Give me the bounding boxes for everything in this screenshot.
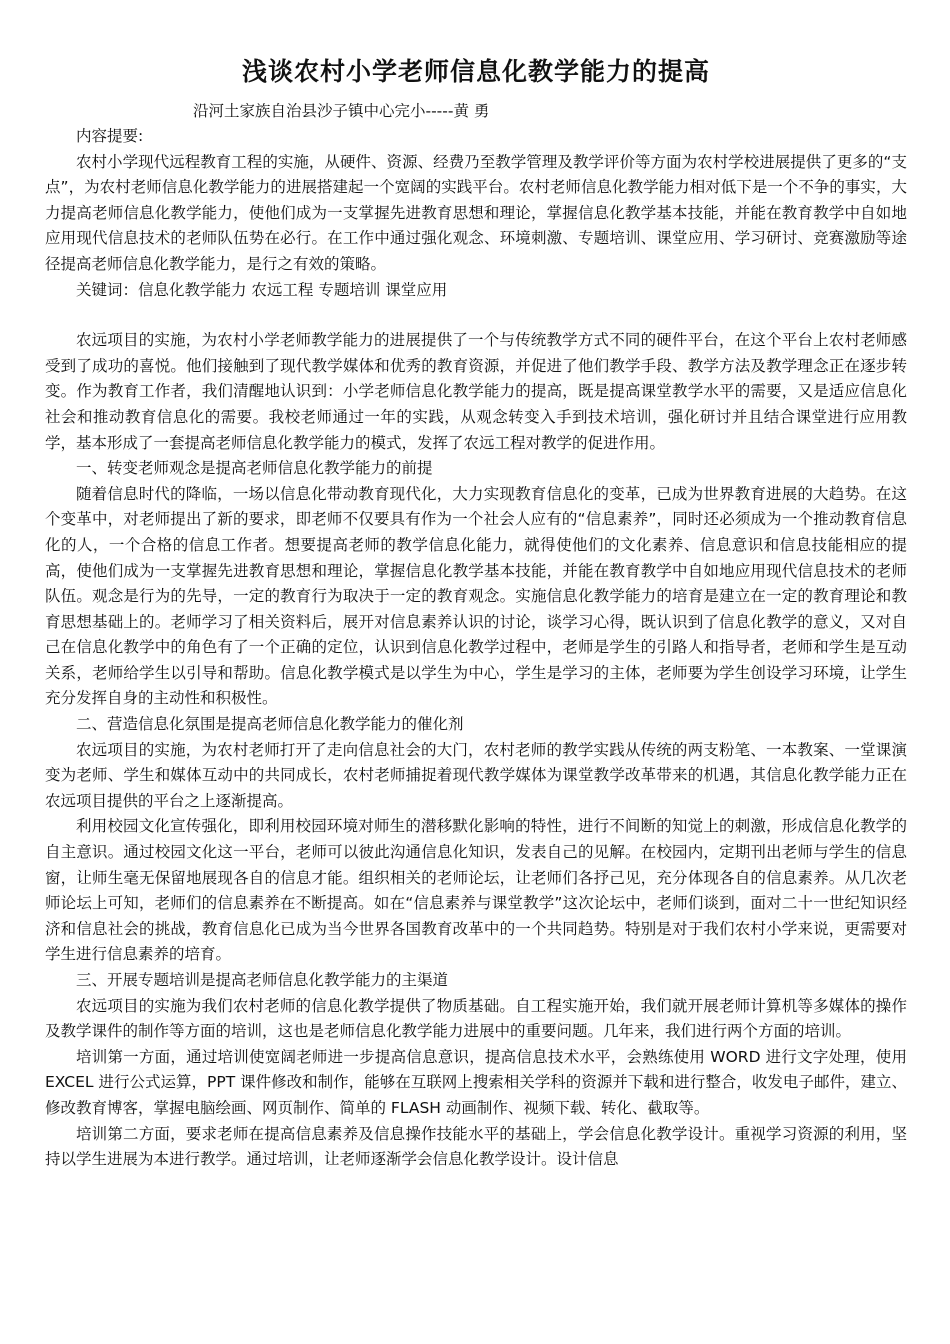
section-1-paragraph-1: 随着信息时代的降临，一场以信息化带动教育现代化，大力实现教育信息化的变革，已成为世界教育进展的大趋势。在这个变革中，对老师提出了新的要求，即老师不仅要具有作为一个社会人应有的“信息素养”，同时还必须成为一个推动教育信息化的人，一个合格的信息工作者。想要提高老师的教学信息化能力，就得使他们的文化素养、信息意识和信息技能相应的提高，使他们成为一支掌握先进教育思想和理论，掌握信息化教学基本技能，并能在教育教学中自如地应用现代信息技术的老师队伍。观念是行为的先导，一定的教育行为取决于一定的教育观念。实施信息化教学能力的培育是建立在一定的教育理论和教育思想基础上的。老师学习了相关资料后，展开对信息素养认识的讨论，谈学习心得，既认识到了信息化教学的意义，又对自己在信息化教学中的角色有了一个正确的定位，认识到信息化教学过程中，老师是学生的引路人和指导者，老师和学生是互动关系，老师给学生以引导和帮助。信息化教学模式是以学生为中心，学生是学习的主体，老师要为学生创设学习环境，让学生充分发挥自身的主动性和积极性。 xyxy=(45,484,907,708)
document-title: 浅谈农村小学老师信息化教学能力的提高 xyxy=(241,57,710,86)
abstract-label: 内容提要: xyxy=(76,127,144,145)
section-3-paragraph-2: 培训第一方面，通过培训使宽阔老师进一步提高信息意识，提高信息技术水平，会熟练使用 WORD 进行文字处理，使用 EXCEL 进行公式运算，PPT 课件修改和制作，能够在互联网上搜索相关学科的资源并下载和进行整合，收发电子邮件，建立、修改教育博客，掌握电脑绘画、网页制作、简单的 FLASH 动画制作、视频下载、转化、截取等。 xyxy=(45,1047,907,1117)
document-body xyxy=(45,124,907,1173)
intro-paragraph: 农远项目的实施，为农村小学老师教学能力的进展提供了一个与传统教学方式不同的硬件平台，在这个平台上农村老师感受到了成功的喜悦。他们接触到了现代教学媒体和优秀的教育资源，并促进了他们教学手段、教学方法及教学理念正在逐步转变。作为教育工作者，我们清醒地认识到：小学老师信息化教学能力的提高，既是提高课堂教学水平的需要，又是适应信息化社会和推动教育信息化的需要。我校老师通过一年的实践，从观念转变入手到技术培训，强化研讨并且结合课堂进行应用教学，基本形成了一套提高老师信息化教学能力的模式，发挥了农远工程对教学的促进作用。 xyxy=(45,331,907,452)
section-2-paragraph-2: 利用校园文化宣传强化，即利用校园环境对师生的潜移默化影响的特性，进行不间断的知觉上的刺激，形成信息化教学的自主意识。通过校园文化这一平台，老师可以彼此沟通信息化知识，发表自己的见解。在校园内，定期刊出老师与学生的信息窗，让师生毫无保留地展现各自的信息才能。组织相关的老师论坛，让老师们各抒己见，充分体现各自的信息素养。从几次老师论坛上可知，老师们的信息素养在不断提高。如在“信息素养与课堂教学”这次论坛中，老师们谈到，面对二十一世纪知识经济和信息社会的挑战，教育信息化已成为当今世界各国教育改革中的一个共同趋势。特别是对于我们农村小学来说，更需要对学生进行信息素养的培育。 xyxy=(45,817,907,964)
section-1-heading: 一、转变老师观念是提高老师信息化教学能力的前提 xyxy=(76,459,433,478)
document-page xyxy=(45,52,907,1173)
author-byline: 沿河土家族自治县沙子镇中心完小-----黄 勇 xyxy=(193,102,490,120)
abstract-paragraph: 农村小学现代远程教育工程的实施，从硬件、资源、经费乃至教学管理及教学评价等方面为农村学校进展提供了更多的“支点”，为农村老师信息化教学能力的进展搭建起一个宽阔的实践平台。农村老师信息化教学能力相对低下是一个不争的事实，大力提高老师信息化教学能力，使他们成为一支掌握先进教育思想和理论，掌握信息化教学基本技能，并能在教育教学中自如地应用现代信息技术的老师队伍势在必行。在工作中通过强化观念、环境刺激、专题培训、课堂应用、学习研讨、竞赛激励等途径提高老师信息化教学能力，是行之有效的策略。 xyxy=(45,152,907,273)
section-3-paragraph-3: 培训第二方面，要求老师在提高信息素养及信息操作技能水平的基础上，学会信息化教学设计。重视学习资源的利用，坚持以学生进展为本进行教学。通过培训，让老师逐渐学会信息化教学设计。设计信息 xyxy=(45,1124,907,1169)
section-3-paragraph-1: 农远项目的实施为我们农村老师的信息化教学提供了物质基础。自工程实施开始，我们就开展老师计算机等多媒体的操作及教学课件的制作等方面的培训，这也是老师信息化教学能力进展中的重要问题。几年来，我们进行两个方面的培训。 xyxy=(45,996,907,1041)
section-2-heading: 二、营造信息化氛围是提高老师信息化教学能力的催化剂 xyxy=(76,715,464,734)
section-3-heading: 三、开展专题培训是提高老师信息化教学能力的主渠道 xyxy=(76,971,449,989)
keywords-line: 关键词：信息化教学能力 农远工程 专题培训 课堂应用 xyxy=(76,280,448,299)
section-2-paragraph-1: 农远项目的实施，为农村老师打开了走向信息社会的大门，农村老师的教学实践从传统的两支粉笔、一本教案、一堂课演变为老师、学生和媒体互动中的共同成长，农村老师捕捉着现代教学媒体为课堂教学改革带来的机遇，其信息化教学能力正在农远项目提供的平台之上逐渐提高。 xyxy=(45,740,907,810)
